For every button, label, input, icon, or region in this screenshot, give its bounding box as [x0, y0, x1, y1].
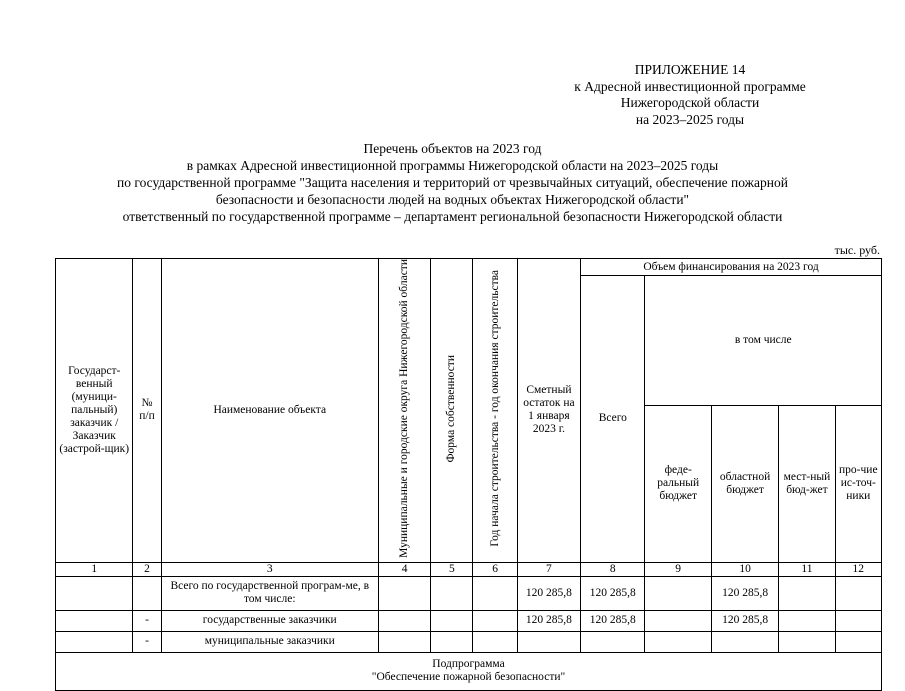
header-funding: Объем финансирования на 2023 год	[581, 259, 882, 276]
cell-name: государственные заказчики	[161, 610, 378, 631]
units-label: тыс. руб.	[834, 243, 880, 257]
header-name: Наименование объекта	[161, 259, 378, 563]
header-municipal-text: Муниципальные и городские округа Нижегородской области	[398, 259, 411, 558]
cell-estimate: 120 285,8	[517, 610, 580, 631]
header-local: мест-ный бюд-жет	[779, 405, 835, 562]
table-row	[56, 576, 882, 610]
cell-years	[473, 576, 517, 610]
cell-years	[473, 610, 517, 631]
cell-other	[835, 610, 881, 631]
cell-regional: 120 285,8	[711, 576, 778, 610]
cell-other	[835, 576, 881, 610]
cell-regional: 120 285,8	[711, 610, 778, 631]
header-regional: областной бюджет	[711, 405, 778, 562]
cell-ownership	[431, 576, 473, 610]
table-row	[56, 610, 882, 631]
cell-ownership	[431, 631, 473, 652]
document-title	[40, 140, 865, 225]
cell-total	[581, 631, 645, 652]
column-number: 7	[517, 562, 580, 576]
column-number: 11	[779, 562, 835, 576]
header-federal: феде-ральный бюджет	[645, 405, 711, 562]
header-num: № п/п	[133, 259, 161, 563]
cell-customer	[56, 610, 133, 631]
cell-total: 120 285,8	[581, 576, 645, 610]
cell-total: 120 285,8	[581, 610, 645, 631]
title-line: по государственной программе "Защита населения и территорий от чрезвычайных ситуаций, обеспечение пожарной	[117, 175, 788, 190]
column-number: 2	[133, 562, 161, 576]
subprogram-cell	[56, 652, 882, 690]
title-line: Перечень объектов на 2023 год	[363, 141, 542, 156]
header-years-text: Год начала строительства - год окончания строительства	[488, 270, 501, 547]
column-number: 4	[378, 562, 430, 576]
cell-estimate: 120 285,8	[517, 576, 580, 610]
header-customer: Государст-венный (муници-пальный) заказчик / Заказчик (застрой-щик)	[56, 259, 133, 563]
table-row	[56, 631, 882, 652]
header-ownership	[431, 259, 473, 563]
appendix-title: ПРИЛОЖЕНИЕ 14	[634, 62, 746, 77]
cell-num: -	[133, 610, 161, 631]
header-ownership-text: Форма собственности	[445, 354, 458, 463]
cell-other	[835, 631, 881, 652]
cell-num	[133, 576, 161, 610]
cell-municipal	[378, 610, 430, 631]
cell-years	[473, 631, 517, 652]
header-municipal	[378, 259, 430, 563]
cell-name: Всего по государственной програм-ме, в том числе:	[161, 576, 378, 610]
title-line: в рамках Адресной инвестиционной программы Нижегородской области на 2023–2025 годы	[186, 158, 719, 173]
column-number: 12	[835, 562, 881, 576]
header-total: Всего	[581, 276, 645, 563]
cell-local	[779, 610, 835, 631]
cell-federal	[645, 576, 711, 610]
objects-table	[55, 258, 882, 691]
cell-estimate	[517, 631, 580, 652]
cell-customer	[56, 576, 133, 610]
title-line: безопасности и безопасности людей на водных объектах Нижегородской области"	[215, 192, 690, 207]
subprogram-row	[56, 652, 882, 690]
cell-num: -	[133, 631, 161, 652]
cell-regional	[711, 631, 778, 652]
appendix-block	[520, 62, 860, 128]
appendix-line: на 2023–2025 годы	[635, 111, 745, 127]
cell-federal	[645, 610, 711, 631]
column-number: 8	[581, 562, 645, 576]
cell-local	[779, 631, 835, 652]
cell-municipal	[378, 631, 430, 652]
cell-name: муниципальные заказчики	[161, 631, 378, 652]
cell-customer	[56, 631, 133, 652]
header-including: в том числе	[645, 276, 882, 406]
column-number: 5	[431, 562, 473, 576]
header-other: про-чие ис-точ-ники	[835, 405, 881, 562]
cell-municipal	[378, 576, 430, 610]
appendix-line: к Адресной инвестиционной программе	[574, 78, 806, 94]
cell-federal	[645, 631, 711, 652]
header-years	[473, 259, 517, 563]
subprogram-label: Подпрограмма	[432, 658, 505, 671]
column-number: 10	[711, 562, 778, 576]
column-number: 3	[161, 562, 378, 576]
header-estimate: Сметный остаток на 1 января 2023 г.	[517, 259, 580, 563]
title-line: ответственный по государственной программе – департамент региональной безопасности Нижегородской области	[122, 209, 783, 224]
column-numbers-row	[56, 562, 882, 576]
subprogram-title: "Обеспечение пожарной безопасности"	[371, 671, 566, 684]
cell-ownership	[431, 610, 473, 631]
cell-local	[779, 576, 835, 610]
column-number: 1	[56, 562, 133, 576]
column-number: 9	[645, 562, 711, 576]
column-number: 6	[473, 562, 517, 576]
appendix-line: Нижегородской области	[620, 95, 760, 110]
